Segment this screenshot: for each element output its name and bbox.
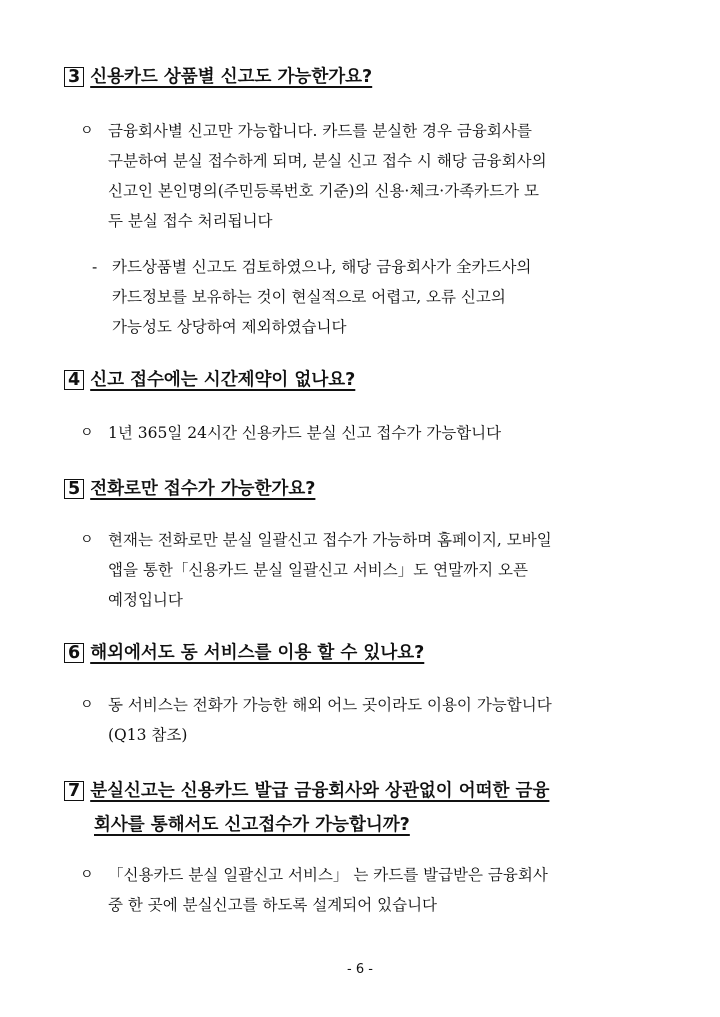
question-number: 5 — [64, 479, 84, 499]
answer-text: 금융회사별 신고만 가능합니다. 카드를 분실한 경우 금융회사를 구분하여 분실 접수하게 되며, 분실 신고 접수 시 해당 금융회사의 신고인 본인명의(주민등록번호 기준)의 신용·체크·가족카드가 모 두 분실 접수 처리됩니다 — [108, 122, 547, 230]
page-number: - 6 - — [347, 962, 373, 977]
answer-item — [80, 690, 655, 750]
question-number: 4 — [64, 370, 84, 390]
dash-marker: - — [92, 258, 98, 276]
question-number: 6 — [64, 643, 84, 663]
answer-text: 동 서비스는 전화가 가능한 해외 어느 곳이라도 이용이 가능합니다 (Q13 참조) — [108, 696, 552, 744]
question-title: 3 신용카드 상품별 신고도 가능한가요? — [64, 62, 664, 92]
answer-item — [80, 525, 655, 615]
question-title: 7 분실신고는 신용카드 발급 금융회사와 상관없이 어떠한 금융 회사를 통해서도 신고접수가 가능합니까? — [64, 774, 654, 842]
question-title: 6 해외에서도 동 서비스를 이용 할 수 있나요? — [64, 638, 664, 668]
question-number: 7 — [64, 781, 84, 801]
question-title: 5 전화로만 접수가 가능한가요? — [64, 474, 664, 504]
bullet-icon: ㅇ — [80, 123, 94, 139]
question-6 — [64, 638, 664, 668]
question-7 — [64, 774, 664, 842]
question-5 — [64, 474, 664, 504]
question-4 — [64, 365, 664, 395]
bullet-icon: ㅇ — [80, 697, 94, 713]
question-title: 4 신고 접수에는 시간제약이 없나요? — [64, 365, 664, 395]
bullet-icon: ㅇ — [80, 425, 94, 441]
note-item — [92, 252, 654, 342]
answer-item — [80, 116, 655, 236]
question-3 — [64, 62, 664, 92]
answer-text: 「신용카드 분실 일괄신고 서비스」 는 카드를 발급받은 금융회사 중 한 곳에 분실신고를 하도록 설계되어 있습니다 — [108, 866, 548, 914]
bullet-icon: ㅇ — [80, 532, 94, 548]
bullet-icon: ㅇ — [80, 867, 94, 883]
note-text: 카드상품별 신고도 검토하였으나, 해당 금융회사가 全카드사의 카드정보를 보유하는 것이 현실적으로 어렵고, 오류 신고의 가능성도 상당하여 제외하였습니다 — [112, 258, 532, 336]
answer-item — [80, 860, 655, 920]
answer-item — [80, 418, 655, 448]
question-number: 3 — [64, 67, 84, 87]
answer-text: 현재는 전화로만 분실 일괄신고 접수가 가능하며 홈페이지, 모바일 앱을 통한「신용카드 분실 일괄신고 서비스」도 연말까지 오픈 예정입니다 — [108, 531, 552, 609]
answer-text: 1년 365일 24시간 신용카드 분실 신고 접수가 가능합니다 — [108, 424, 502, 442]
